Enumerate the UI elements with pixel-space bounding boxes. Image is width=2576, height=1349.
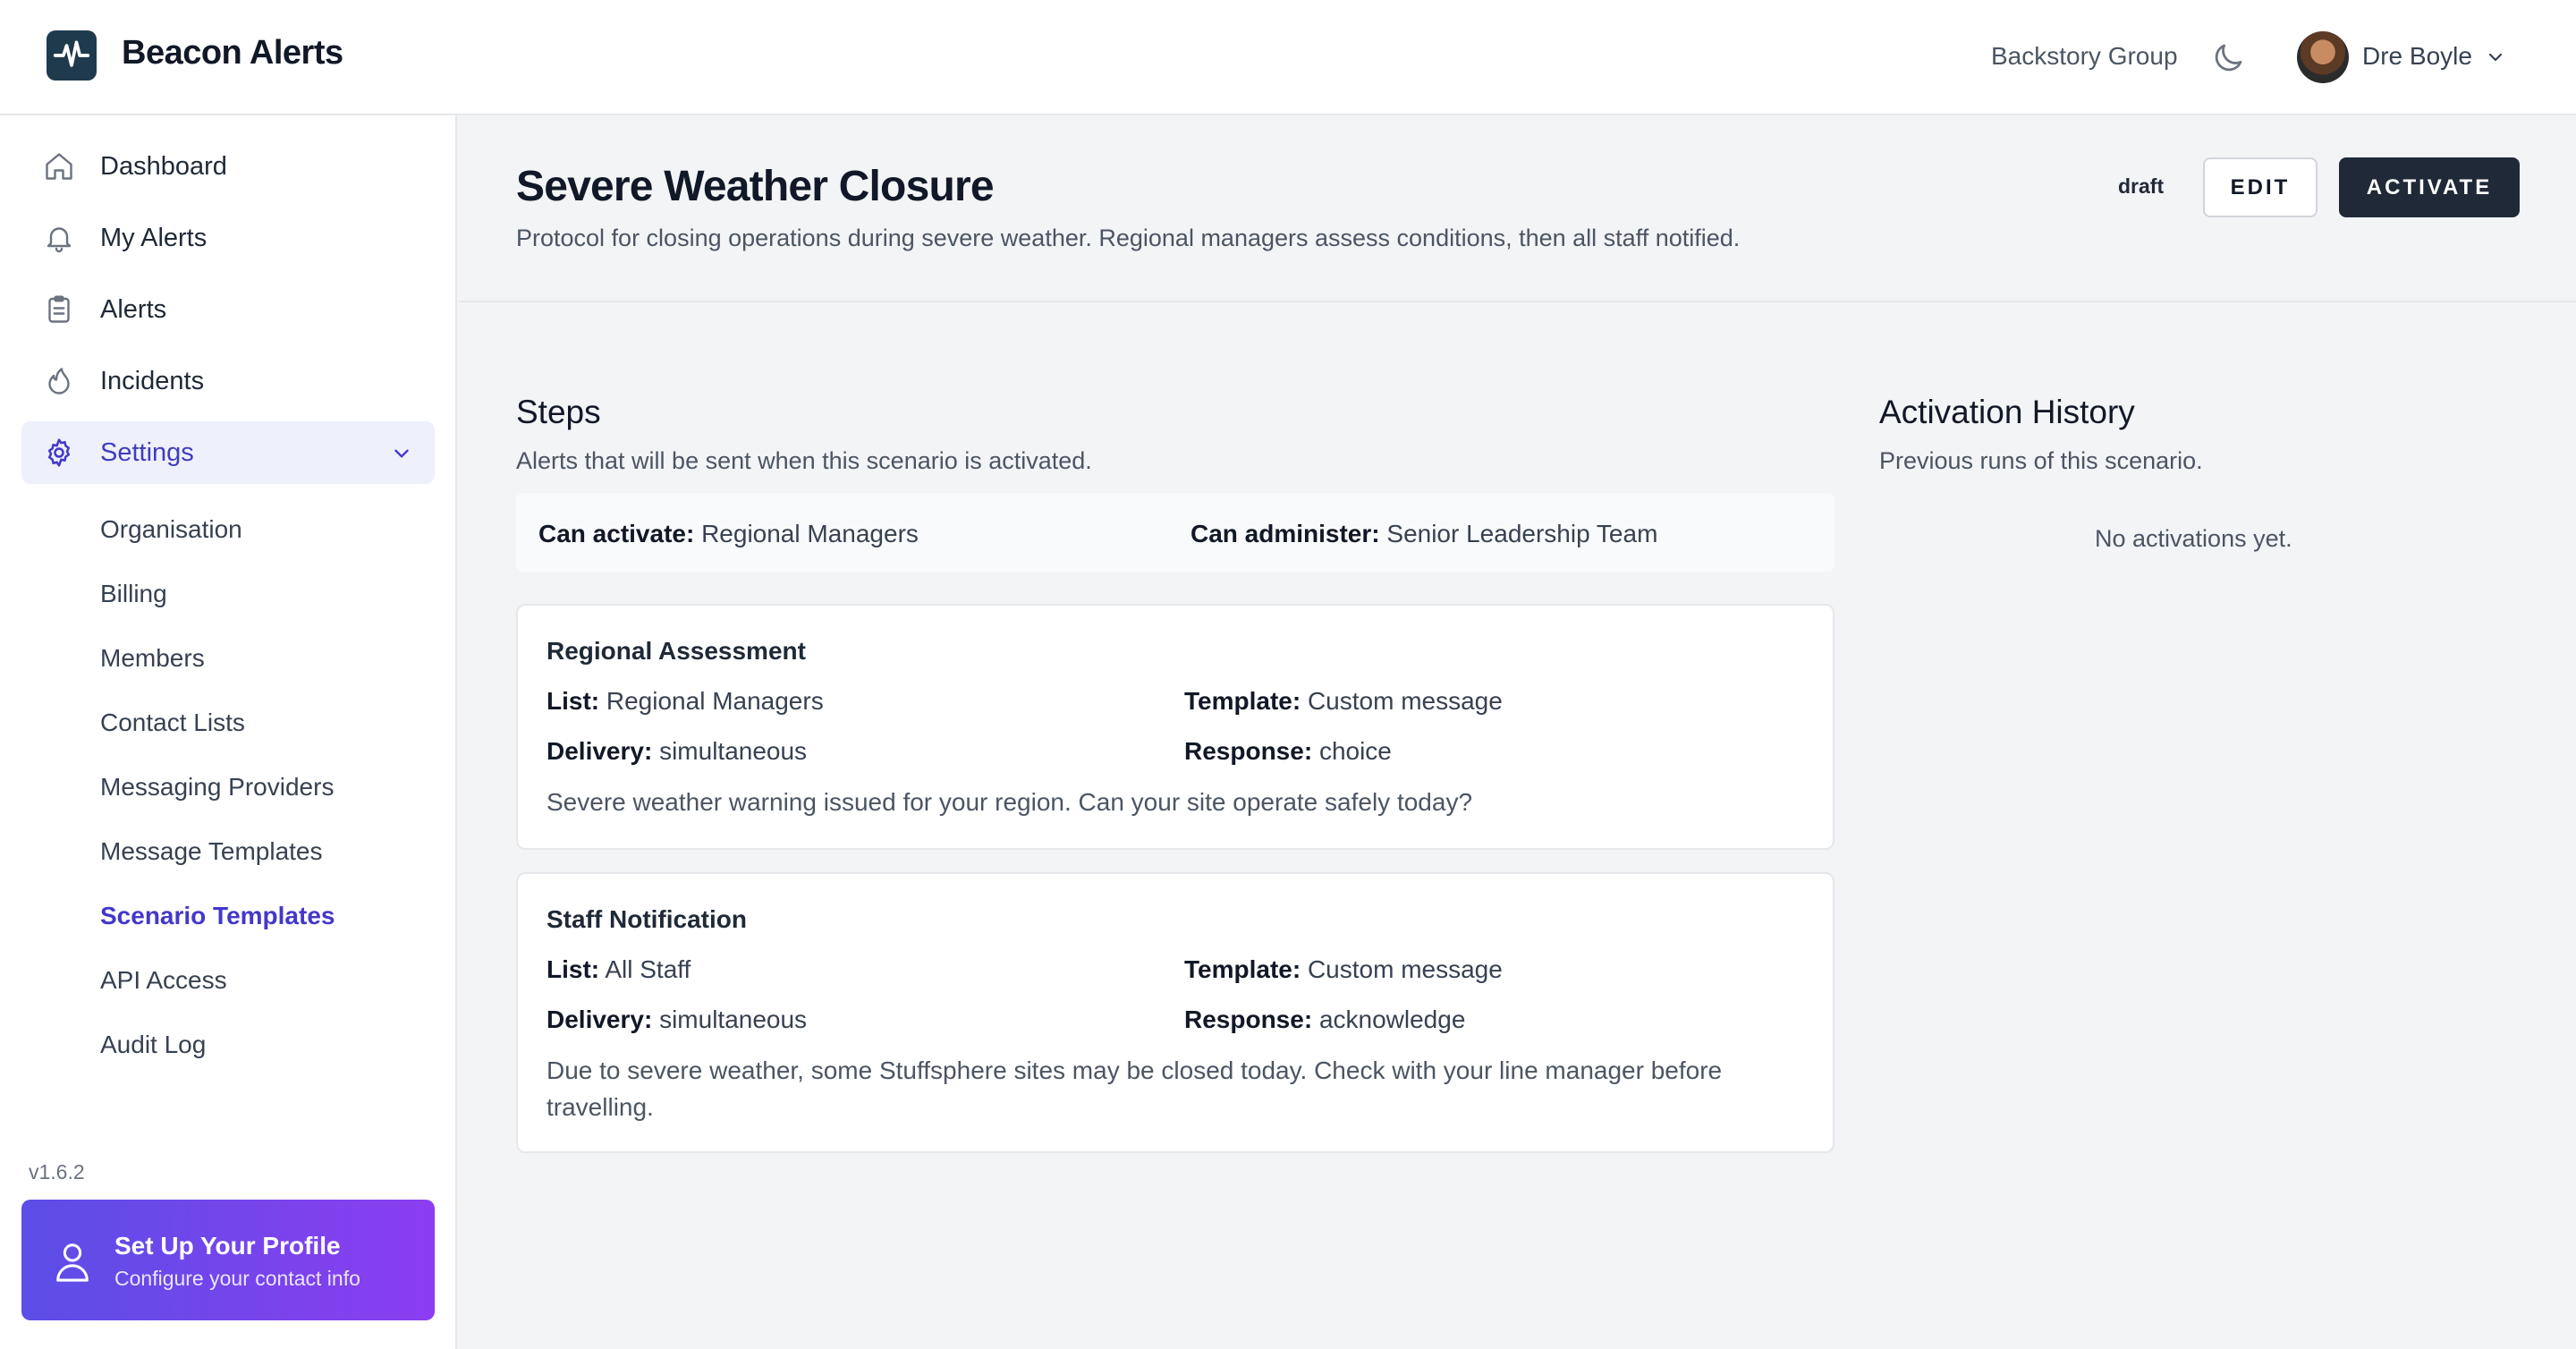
empty-state-text: No activations yet. xyxy=(2095,525,2292,552)
step-template xyxy=(1184,955,1503,984)
can-activate-value: Regional Managers xyxy=(701,520,919,547)
sidebar-item-label: Incidents xyxy=(100,367,205,395)
avatar[interactable] xyxy=(2297,31,2349,83)
profile-card-title: Set Up Your Profile xyxy=(114,1232,341,1260)
activation-history-subtitle: Previous runs of this scenario. xyxy=(1879,447,2203,474)
response-value: acknowledge xyxy=(1318,1005,1466,1033)
delivery-value: simultaneous xyxy=(659,737,808,765)
user-icon xyxy=(52,1239,93,1284)
sidebar-subitem-message-templates[interactable]: Message Templates xyxy=(100,837,323,865)
step-message: Due to severe weather, some Stuffsphere sites may be closed today. Check with your line manager before travelling. xyxy=(547,1056,1723,1121)
can-administer-label: Can administer: xyxy=(1191,520,1380,547)
delivery-value: simultaneous xyxy=(659,1005,808,1033)
step-list xyxy=(547,955,691,984)
user-name[interactable]: Dre Boyle xyxy=(2362,42,2472,70)
template-label: Template: xyxy=(1184,955,1301,983)
response-value: choice xyxy=(1318,737,1392,765)
delivery-label: Delivery: xyxy=(547,1005,653,1033)
can-activate xyxy=(538,520,919,548)
sidebar-subitem-organisation[interactable]: Organisation xyxy=(100,515,242,543)
app-name[interactable]: Beacon Alerts xyxy=(122,34,343,72)
activation-history-title: Activation History xyxy=(1879,394,2135,430)
sidebar-item-alerts[interactable] xyxy=(21,278,435,341)
activate-button[interactable]: ACTIVATE xyxy=(2339,157,2520,217)
permissions-bar xyxy=(516,493,1835,572)
sidebar-item-label: My Alerts xyxy=(100,224,208,252)
step-delivery xyxy=(547,1005,807,1034)
setup-profile-card[interactable] xyxy=(21,1200,435,1320)
sidebar-item-incidents[interactable] xyxy=(21,350,435,412)
organisation-name[interactable]: Backstory Group xyxy=(1991,42,2178,70)
sidebar-item-label: Alerts xyxy=(100,295,167,324)
sidebar-item-dashboard[interactable] xyxy=(21,135,435,198)
clipboard-icon xyxy=(43,293,75,326)
sidebar-item-settings[interactable] xyxy=(21,421,435,484)
step-delivery xyxy=(547,737,807,766)
sidebar xyxy=(0,115,457,1349)
response-label: Response: xyxy=(1184,1005,1313,1033)
list-value: Regional Managers xyxy=(606,687,824,715)
sidebar-item-label: Dashboard xyxy=(100,152,227,181)
sidebar-subitem-api-access[interactable]: API Access xyxy=(100,966,227,994)
list-label: List: xyxy=(547,955,600,983)
step-list xyxy=(547,687,824,716)
step-card xyxy=(516,872,1835,1153)
gear-icon xyxy=(43,437,75,469)
chevron-down-icon[interactable] xyxy=(2485,47,2506,68)
list-label: List: xyxy=(547,687,600,715)
page-header xyxy=(459,115,2576,302)
sidebar-subitem-contact-lists[interactable]: Contact Lists xyxy=(100,708,245,736)
chevron-down-icon[interactable] xyxy=(390,442,413,465)
step-message: Severe weather warning issued for your region. Can your site operate safely today? xyxy=(547,788,1473,816)
step-card xyxy=(516,604,1835,850)
sidebar-subitem-scenario-templates[interactable]: Scenario Templates xyxy=(100,902,335,929)
sidebar-subitem-members[interactable]: Members xyxy=(100,644,205,672)
pulse-logo-icon[interactable] xyxy=(47,30,97,81)
can-administer xyxy=(1191,520,1657,548)
sidebar-subitem-billing[interactable]: Billing xyxy=(100,580,167,607)
sidebar-subitem-audit-log[interactable]: Audit Log xyxy=(100,1031,207,1058)
sidebar-subitem-messaging-providers[interactable]: Messaging Providers xyxy=(100,773,335,801)
page-description: Protocol for closing operations during severe weather. Regional managers assess conditions, then all staff notified. xyxy=(516,225,1741,251)
list-value: All Staff xyxy=(605,955,691,983)
response-label: Response: xyxy=(1184,737,1313,765)
flame-icon xyxy=(43,365,75,397)
moon-icon[interactable] xyxy=(2209,39,2247,77)
top-bar xyxy=(0,0,2576,115)
app-version: v1.6.2 xyxy=(29,1160,85,1184)
template-label: Template: xyxy=(1184,687,1301,715)
edit-button[interactable]: EDIT xyxy=(2203,157,2318,217)
page-title: Severe Weather Closure xyxy=(516,163,994,210)
can-administer-value: Senior Leadership Team xyxy=(1386,520,1658,547)
step-name: Regional Assessment xyxy=(547,637,806,665)
step-template xyxy=(1184,687,1503,716)
status-badge: draft xyxy=(2118,174,2165,198)
bell-icon xyxy=(43,222,75,254)
template-value: Custom message xyxy=(1307,955,1503,983)
profile-card-subtitle: Configure your contact info xyxy=(114,1267,360,1290)
sidebar-item-label: Settings xyxy=(100,438,194,467)
delivery-label: Delivery: xyxy=(547,737,653,765)
step-name: Staff Notification xyxy=(547,905,747,933)
step-response xyxy=(1184,737,1392,766)
can-activate-label: Can activate: xyxy=(538,520,695,547)
home-icon xyxy=(43,150,75,182)
sidebar-item-my-alerts[interactable] xyxy=(21,207,435,269)
steps-subtitle: Alerts that will be sent when this scenario is activated. xyxy=(516,447,1092,474)
steps-title: Steps xyxy=(516,394,601,430)
step-response xyxy=(1184,1005,1465,1034)
template-value: Custom message xyxy=(1307,687,1503,715)
